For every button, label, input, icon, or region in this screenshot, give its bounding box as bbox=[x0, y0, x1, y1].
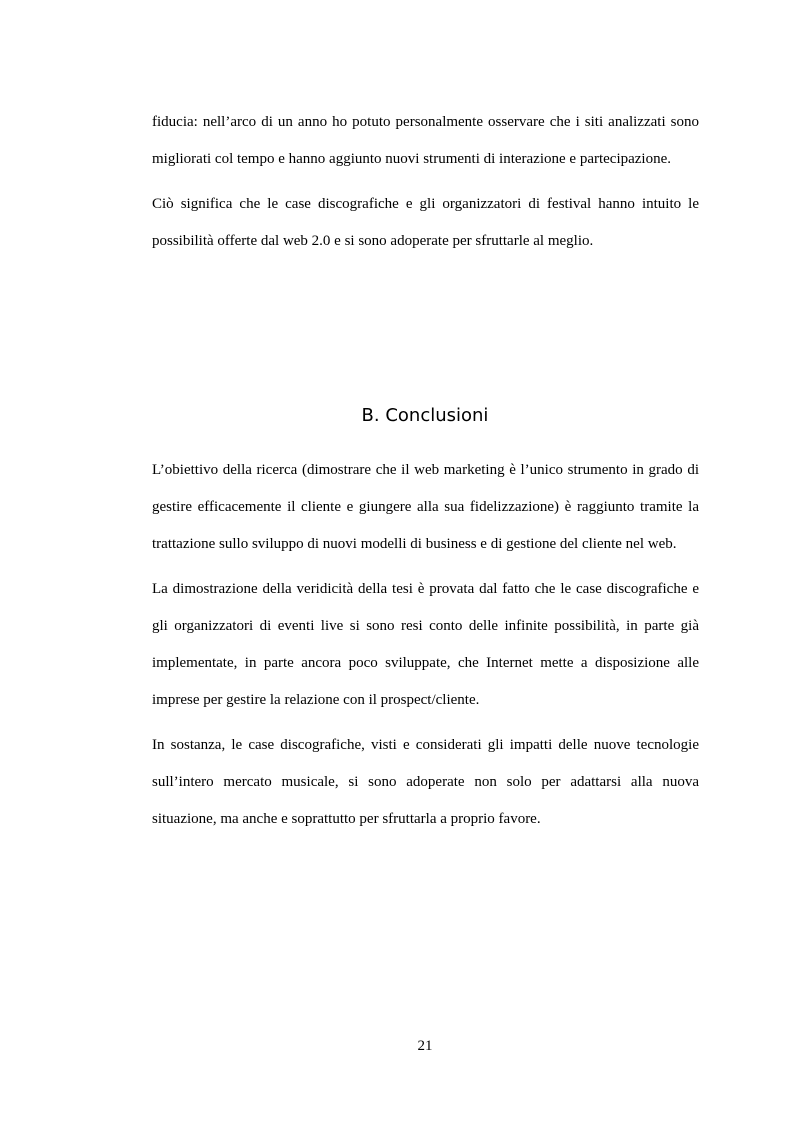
paragraph-web20-meaning: Ciò significa che le case discografiche e gli organizzatori di festival hanno intuito le possibilità offerte dal web 2.0 e si sono adoperate per sfruttarle al meglio. bbox=[152, 196, 699, 249]
paragraph-trust-observation: fiducia: nell’arco di un anno ho potuto personalmente osservare che i siti analizzati sono migliorati col tempo e hanno aggiunto nuovi strumenti di interazione e partecipazione. bbox=[152, 114, 699, 167]
page-number: 21 bbox=[417, 1038, 433, 1054]
paragraph-thesis-proof: La dimostrazione della veridicità della tesi è provata dal fatto che le case discografiche e gli organizzatori di eventi live si sono resi conto delle infinite possibilità, in parte già implementate, in parte ancora poco sviluppate, che Internet mette a disposizione alle imprese per gestire la relazione con il prospect/cliente. bbox=[152, 581, 699, 708]
paragraph-summary: In sostanza, le case discografiche, visti e considerati gli impatti delle nuove tecnologie sull’intero mercato musicale, si sono adoperate non solo per adattarsi alla nuova situazione, ma anche e soprattutto per sfruttarla a proprio favore. bbox=[152, 737, 699, 827]
section-heading-conclusioni: B. Conclusioni bbox=[361, 405, 489, 426]
body-text-top bbox=[152, 104, 699, 260]
paragraph-research-objective: L’obiettivo della ricerca (dimostrare che il web marketing è l’unico strumento in grado di gestire efficacemente il cliente e giungere alla sua fidelizzazione) è raggiunto tramite la trattazione sullo sviluppo di nuovi modelli di business e di gestione del cliente nel web. bbox=[152, 462, 699, 552]
body-text-conclusions bbox=[152, 452, 699, 838]
